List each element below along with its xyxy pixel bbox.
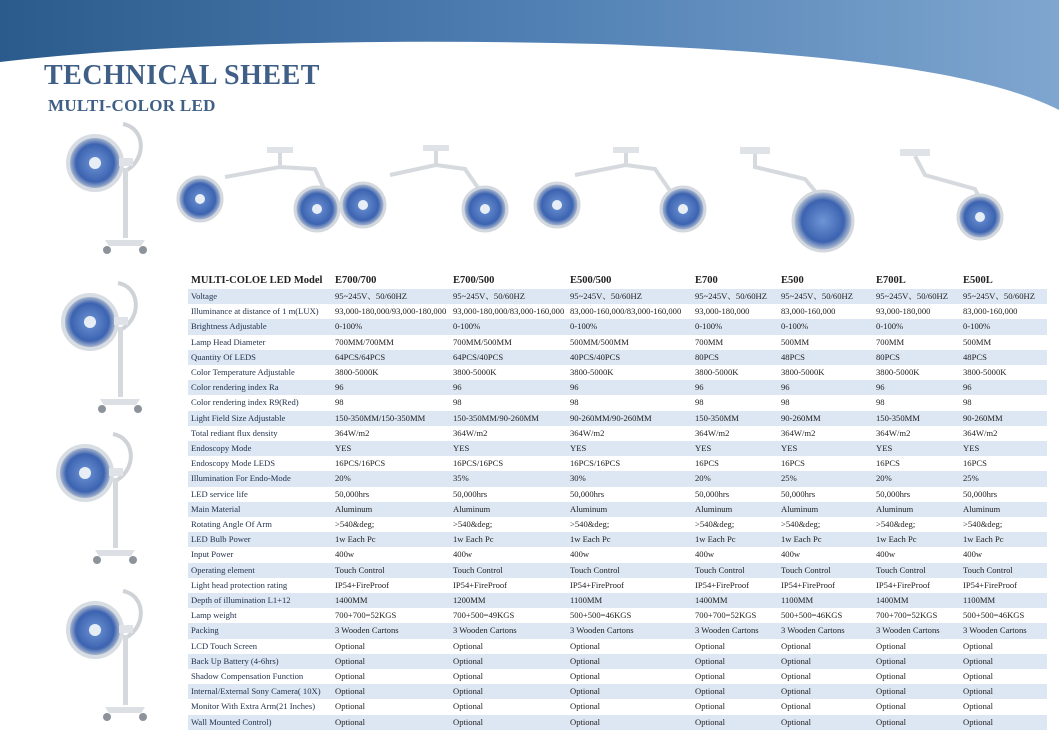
spec-table bbox=[188, 272, 1047, 730]
table-cell: 1400MM bbox=[692, 593, 778, 608]
table-row bbox=[188, 563, 1047, 578]
row-label: Operating element bbox=[188, 563, 332, 578]
row-label: Brightness Adjustable bbox=[188, 319, 332, 334]
table-cell: Optional bbox=[450, 669, 567, 684]
table-cell: 64PCS/40PCS bbox=[450, 350, 567, 365]
row-label: Lamp Head Diameter bbox=[188, 335, 332, 350]
table-cell: YES bbox=[450, 441, 567, 456]
table-cell: 30% bbox=[567, 471, 692, 486]
table-cell: 1w Each Pc bbox=[873, 532, 960, 547]
table-cell: Optional bbox=[960, 684, 1047, 699]
table-row bbox=[188, 593, 1047, 608]
table-cell: 93,000-180,000 bbox=[692, 304, 778, 319]
table-cell: Optional bbox=[332, 639, 450, 654]
header-model-4: E700 bbox=[695, 275, 718, 286]
table-cell: Optional bbox=[450, 684, 567, 699]
table-cell: 98 bbox=[567, 395, 692, 410]
table-cell: 98 bbox=[332, 395, 450, 410]
table-cell: 500MM bbox=[960, 335, 1047, 350]
table-cell: 50,000hrs bbox=[778, 487, 873, 502]
table-cell: Optional bbox=[873, 684, 960, 699]
table-cell: 400w bbox=[960, 547, 1047, 562]
table-cell: Optional bbox=[450, 639, 567, 654]
table-cell: Aluminum bbox=[873, 502, 960, 517]
table-cell: Touch Control bbox=[567, 563, 692, 578]
table-row bbox=[188, 456, 1047, 471]
row-label: Shadow Compensation Function bbox=[188, 669, 332, 684]
table-cell: 700+700=52KGS bbox=[332, 608, 450, 623]
table-cell: Aluminum bbox=[567, 502, 692, 517]
table-cell: IP54+FireProof bbox=[778, 578, 873, 593]
table-row bbox=[188, 487, 1047, 502]
table-cell: Optional bbox=[960, 639, 1047, 654]
table-cell: 700MM bbox=[873, 335, 960, 350]
row-label: Voltage bbox=[188, 289, 332, 304]
table-cell: 400w bbox=[778, 547, 873, 562]
table-cell: 150-350MM bbox=[692, 411, 778, 426]
table-cell: YES bbox=[960, 441, 1047, 456]
table-cell: 64PCS/64PCS bbox=[332, 350, 450, 365]
table-header-row bbox=[188, 272, 1047, 289]
table-cell: Optional bbox=[778, 684, 873, 699]
table-cell: 40PCS/40PCS bbox=[567, 350, 692, 365]
row-label: Monitor With Extra Arm(21 Inches) bbox=[188, 699, 332, 714]
header-model-7: E500L bbox=[963, 275, 993, 286]
header-model-6: E700L bbox=[876, 275, 906, 286]
table-cell: Optional bbox=[692, 669, 778, 684]
table-cell: 3 Wooden Cartons bbox=[873, 623, 960, 638]
table-row bbox=[188, 380, 1047, 395]
table-cell: Aluminum bbox=[332, 502, 450, 517]
table-cell: 16PCS bbox=[873, 456, 960, 471]
row-label: Wall Mounted Control) bbox=[188, 715, 332, 730]
table-cell: Optional bbox=[692, 639, 778, 654]
row-label: Internal/External Sony Camera( 10X) bbox=[188, 684, 332, 699]
table-cell: Touch Control bbox=[332, 563, 450, 578]
table-cell: 400w bbox=[450, 547, 567, 562]
table-row bbox=[188, 517, 1047, 532]
table-cell: 50,000hrs bbox=[332, 487, 450, 502]
table-row bbox=[188, 411, 1047, 426]
table-cell: 3800-5000K bbox=[960, 365, 1047, 380]
table-cell: 80PCS bbox=[873, 350, 960, 365]
table-cell: 25% bbox=[960, 471, 1047, 486]
row-label: Light head protection rating bbox=[188, 578, 332, 593]
row-label: Rotating Angle Of Arm bbox=[188, 517, 332, 532]
row-label: Color rendering index Ra bbox=[188, 380, 332, 395]
table-row bbox=[188, 578, 1047, 593]
table-cell: 50,000hrs bbox=[873, 487, 960, 502]
row-label: Input Power bbox=[188, 547, 332, 562]
row-label: Light Field Size Adjustable bbox=[188, 411, 332, 426]
table-cell: 364W/m2 bbox=[450, 426, 567, 441]
row-label: Endoscopy Mode bbox=[188, 441, 332, 456]
table-cell: 98 bbox=[778, 395, 873, 410]
table-cell: 95~245V、50/60HZ bbox=[332, 289, 450, 304]
table-cell: 95~245V、50/60HZ bbox=[960, 289, 1047, 304]
table-row bbox=[188, 699, 1047, 714]
row-label: Back Up Battery (4-6hrs) bbox=[188, 654, 332, 669]
table-cell: Optional bbox=[332, 715, 450, 730]
table-cell: 364W/m2 bbox=[567, 426, 692, 441]
table-cell: >540&deg; bbox=[450, 517, 567, 532]
table-row bbox=[188, 547, 1047, 562]
table-cell: Optional bbox=[567, 684, 692, 699]
table-cell: >540&deg; bbox=[873, 517, 960, 532]
table-cell: 0-100% bbox=[778, 319, 873, 334]
table-cell: 700+700=52KGS bbox=[692, 608, 778, 623]
header-model-2: E700/500 bbox=[453, 275, 495, 286]
table-cell: 1400MM bbox=[873, 593, 960, 608]
table-cell: Optional bbox=[873, 715, 960, 730]
table-cell: Aluminum bbox=[450, 502, 567, 517]
table-cell: Optional bbox=[960, 699, 1047, 714]
table-cell: 1w Each Pc bbox=[450, 532, 567, 547]
table-cell: Optional bbox=[960, 654, 1047, 669]
table-row bbox=[188, 319, 1047, 334]
header-model-5: E500 bbox=[781, 275, 804, 286]
table-cell: 0-100% bbox=[692, 319, 778, 334]
table-cell: 96 bbox=[332, 380, 450, 395]
table-cell: 95~245V、50/60HZ bbox=[873, 289, 960, 304]
table-cell: 16PCS bbox=[960, 456, 1047, 471]
table-cell: IP54+FireProof bbox=[332, 578, 450, 593]
table-cell: 364W/m2 bbox=[778, 426, 873, 441]
row-label: Main Material bbox=[188, 502, 332, 517]
table-cell: 1200MM bbox=[450, 593, 567, 608]
table-cell: 150-350MM/90-260MM bbox=[450, 411, 567, 426]
table-cell: 1100MM bbox=[567, 593, 692, 608]
table-cell: 500+500=46KGS bbox=[778, 608, 873, 623]
table-cell: 150-350MM bbox=[873, 411, 960, 426]
table-cell: Optional bbox=[332, 684, 450, 699]
table-cell: Optional bbox=[692, 654, 778, 669]
table-cell: 83,000-160,000 bbox=[778, 304, 873, 319]
table-cell: Optional bbox=[567, 654, 692, 669]
row-label: Packing bbox=[188, 623, 332, 638]
table-cell: IP54+FireProof bbox=[450, 578, 567, 593]
table-cell: Touch Control bbox=[960, 563, 1047, 578]
table-cell: Optional bbox=[778, 639, 873, 654]
row-label: Quantity Of LEDS bbox=[188, 350, 332, 365]
table-cell: Optional bbox=[778, 715, 873, 730]
header-model-1: E700/700 bbox=[335, 275, 377, 286]
table-cell: Optional bbox=[692, 715, 778, 730]
table-cell: 50,000hrs bbox=[567, 487, 692, 502]
table-cell: 20% bbox=[692, 471, 778, 486]
table-cell: 25% bbox=[778, 471, 873, 486]
table-cell: 16PCS/16PCS bbox=[450, 456, 567, 471]
table-cell: Optional bbox=[960, 669, 1047, 684]
table-cell: 3800-5000K bbox=[873, 365, 960, 380]
table-cell: >540&deg; bbox=[778, 517, 873, 532]
row-label: Color rendering index R9(Red) bbox=[188, 395, 332, 410]
row-label: Lamp weight bbox=[188, 608, 332, 623]
table-cell: Optional bbox=[778, 669, 873, 684]
table-cell: IP54+FireProof bbox=[873, 578, 960, 593]
table-cell: 96 bbox=[567, 380, 692, 395]
table-cell: 1100MM bbox=[960, 593, 1047, 608]
table-row bbox=[188, 532, 1047, 547]
table-cell: Optional bbox=[332, 699, 450, 714]
table-cell: Optional bbox=[692, 699, 778, 714]
table-row bbox=[188, 395, 1047, 410]
table-cell: 16PCS bbox=[692, 456, 778, 471]
table-cell: 16PCS bbox=[778, 456, 873, 471]
table-cell: 364W/m2 bbox=[873, 426, 960, 441]
table-cell: Touch Control bbox=[450, 563, 567, 578]
table-cell: 96 bbox=[450, 380, 567, 395]
table-cell: >540&deg; bbox=[692, 517, 778, 532]
table-cell: 0-100% bbox=[873, 319, 960, 334]
table-cell: 83,000-160,000 bbox=[960, 304, 1047, 319]
table-cell: 0-100% bbox=[567, 319, 692, 334]
table-cell: 80PCS bbox=[692, 350, 778, 365]
table-cell: 3800-5000K bbox=[450, 365, 567, 380]
table-cell: 1w Each Pc bbox=[332, 532, 450, 547]
table-cell: YES bbox=[873, 441, 960, 456]
table-cell: >540&deg; bbox=[332, 517, 450, 532]
table-cell: 98 bbox=[450, 395, 567, 410]
ceiling-lamps-illustration bbox=[165, 135, 1059, 265]
table-cell: 95~245V、50/60HZ bbox=[778, 289, 873, 304]
table-cell: YES bbox=[332, 441, 450, 456]
table-cell: IP54+FireProof bbox=[960, 578, 1047, 593]
table-cell: 50,000hrs bbox=[960, 487, 1047, 502]
table-cell: Optional bbox=[873, 699, 960, 714]
table-cell: 90-260MM bbox=[960, 411, 1047, 426]
table-cell: 35% bbox=[450, 471, 567, 486]
table-cell: YES bbox=[567, 441, 692, 456]
table-cell: 83,000-160,000/83,000-160,000 bbox=[567, 304, 692, 319]
table-cell: 98 bbox=[873, 395, 960, 410]
table-cell: >540&deg; bbox=[567, 517, 692, 532]
table-cell: Optional bbox=[567, 639, 692, 654]
table-cell: IP54+FireProof bbox=[692, 578, 778, 593]
table-cell: 3 Wooden Cartons bbox=[332, 623, 450, 638]
table-cell: Optional bbox=[960, 715, 1047, 730]
table-cell: 364W/m2 bbox=[332, 426, 450, 441]
table-cell: 95~245V、50/60HZ bbox=[692, 289, 778, 304]
row-label: LED Bulb Power bbox=[188, 532, 332, 547]
table-row bbox=[188, 441, 1047, 456]
table-cell: 16PCS/16PCS bbox=[567, 456, 692, 471]
table-cell: Optional bbox=[873, 669, 960, 684]
table-cell: 500MM bbox=[778, 335, 873, 350]
table-row bbox=[188, 289, 1047, 304]
table-cell: YES bbox=[692, 441, 778, 456]
table-cell: 500+500=46KGS bbox=[567, 608, 692, 623]
table-cell: 700MM/700MM bbox=[332, 335, 450, 350]
table-cell: Optional bbox=[567, 715, 692, 730]
table-row bbox=[188, 350, 1047, 365]
table-cell: 90-260MM/90-260MM bbox=[567, 411, 692, 426]
table-cell: 1w Each Pc bbox=[567, 532, 692, 547]
table-row bbox=[188, 669, 1047, 684]
table-cell: 400w bbox=[332, 547, 450, 562]
table-row bbox=[188, 608, 1047, 623]
table-cell: 3 Wooden Cartons bbox=[692, 623, 778, 638]
table-row bbox=[188, 426, 1047, 441]
row-label: Total rediant flux density bbox=[188, 426, 332, 441]
row-label: Endoscopy Mode LEDS bbox=[188, 456, 332, 471]
table-cell: 1100MM bbox=[778, 593, 873, 608]
table-cell: IP54+FireProof bbox=[567, 578, 692, 593]
table-cell: 500+500=46KGS bbox=[960, 608, 1047, 623]
table-cell: Optional bbox=[450, 699, 567, 714]
table-row bbox=[188, 639, 1047, 654]
table-cell: YES bbox=[778, 441, 873, 456]
table-cell: Optional bbox=[567, 669, 692, 684]
page-title: TECHNICAL SHEET bbox=[44, 60, 320, 91]
table-cell: 20% bbox=[873, 471, 960, 486]
table-cell: 3 Wooden Cartons bbox=[960, 623, 1047, 638]
header-model-label: MULTI-COLOE LED Model bbox=[191, 275, 323, 286]
table-cell: 95~245V、50/60HZ bbox=[450, 289, 567, 304]
table-cell: 0-100% bbox=[450, 319, 567, 334]
table-cell: 93,000-180,000 bbox=[873, 304, 960, 319]
table-cell: 98 bbox=[960, 395, 1047, 410]
table-row bbox=[188, 365, 1047, 380]
table-cell: 700+700=52KGS bbox=[873, 608, 960, 623]
table-cell: 16PCS/16PCS bbox=[332, 456, 450, 471]
table-cell: Optional bbox=[692, 684, 778, 699]
table-cell: 500MM/500MM bbox=[567, 335, 692, 350]
table-cell: 1w Each Pc bbox=[960, 532, 1047, 547]
table-cell: 400w bbox=[873, 547, 960, 562]
row-label: Color Temperature Adjustable bbox=[188, 365, 332, 380]
table-row bbox=[188, 502, 1047, 517]
table-cell: 3 Wooden Cartons bbox=[567, 623, 692, 638]
table-cell: 3800-5000K bbox=[332, 365, 450, 380]
table-cell: Touch Control bbox=[692, 563, 778, 578]
table-cell: Optional bbox=[450, 715, 567, 730]
table-cell: Optional bbox=[873, 639, 960, 654]
table-cell: 48PCS bbox=[778, 350, 873, 365]
table-cell: 50,000hrs bbox=[450, 487, 567, 502]
table-cell: 364W/m2 bbox=[960, 426, 1047, 441]
row-label: Illuminance at distance of 1 m(LUX) bbox=[188, 304, 332, 319]
table-row bbox=[188, 471, 1047, 486]
page-subtitle: MULTI-COLOR LED bbox=[48, 96, 216, 115]
table-cell: 90-260MM bbox=[778, 411, 873, 426]
table-cell: 93,000-180,000/83,000-160,000 bbox=[450, 304, 567, 319]
table-row bbox=[188, 335, 1047, 350]
table-cell: 3 Wooden Cartons bbox=[778, 623, 873, 638]
table-cell: Aluminum bbox=[778, 502, 873, 517]
table-cell: 3 Wooden Cartons bbox=[450, 623, 567, 638]
table-cell: 3800-5000K bbox=[692, 365, 778, 380]
table-cell: Optional bbox=[332, 654, 450, 669]
table-cell: 400w bbox=[692, 547, 778, 562]
table-cell: Optional bbox=[332, 669, 450, 684]
table-cell: 3800-5000K bbox=[567, 365, 692, 380]
table-row bbox=[188, 623, 1047, 638]
table-cell: 48PCS bbox=[960, 350, 1047, 365]
table-cell: Optional bbox=[778, 654, 873, 669]
table-cell: 96 bbox=[873, 380, 960, 395]
header-model-3: E500/500 bbox=[570, 275, 612, 286]
table-cell: 364W/m2 bbox=[692, 426, 778, 441]
table-cell: 3800-5000K bbox=[778, 365, 873, 380]
table-row bbox=[188, 654, 1047, 669]
table-cell: >540&deg; bbox=[960, 517, 1047, 532]
table-cell: 1400MM bbox=[332, 593, 450, 608]
table-cell: Touch Control bbox=[778, 563, 873, 578]
table-cell: 150-350MM/150-350MM bbox=[332, 411, 450, 426]
row-label: LED service life bbox=[188, 487, 332, 502]
table-cell: 96 bbox=[692, 380, 778, 395]
table-cell: 96 bbox=[960, 380, 1047, 395]
table-row bbox=[188, 715, 1047, 730]
table-cell: 0-100% bbox=[332, 319, 450, 334]
table-cell: 93,000-180,000/93,000-180,000 bbox=[332, 304, 450, 319]
table-row bbox=[188, 304, 1047, 319]
table-cell: 700+500=49KGS bbox=[450, 608, 567, 623]
table-cell: 95~245V、50/60HZ bbox=[567, 289, 692, 304]
table-cell: Optional bbox=[567, 699, 692, 714]
table-cell: Optional bbox=[450, 654, 567, 669]
row-label: Illumination For Endo-Mode bbox=[188, 471, 332, 486]
table-cell: 700MM/500MM bbox=[450, 335, 567, 350]
row-label: Depth of illumination L1+12 bbox=[188, 593, 332, 608]
mobile-stand-lamps-illustration bbox=[0, 0, 180, 747]
table-row bbox=[188, 684, 1047, 699]
table-cell: 1w Each Pc bbox=[778, 532, 873, 547]
row-label: LCD Touch Screen bbox=[188, 639, 332, 654]
table-cell: 50,000hrs bbox=[692, 487, 778, 502]
table-cell: Aluminum bbox=[692, 502, 778, 517]
table-cell: Optional bbox=[778, 699, 873, 714]
table-cell: 400w bbox=[567, 547, 692, 562]
table-cell: 0-100% bbox=[960, 319, 1047, 334]
table-cell: 96 bbox=[778, 380, 873, 395]
table-cell: 700MM bbox=[692, 335, 778, 350]
table-cell: Optional bbox=[873, 654, 960, 669]
table-cell: 20% bbox=[332, 471, 450, 486]
table-cell: 1w Each Pc bbox=[692, 532, 778, 547]
table-cell: Aluminum bbox=[960, 502, 1047, 517]
table-cell: Touch Control bbox=[873, 563, 960, 578]
table-cell: 98 bbox=[692, 395, 778, 410]
